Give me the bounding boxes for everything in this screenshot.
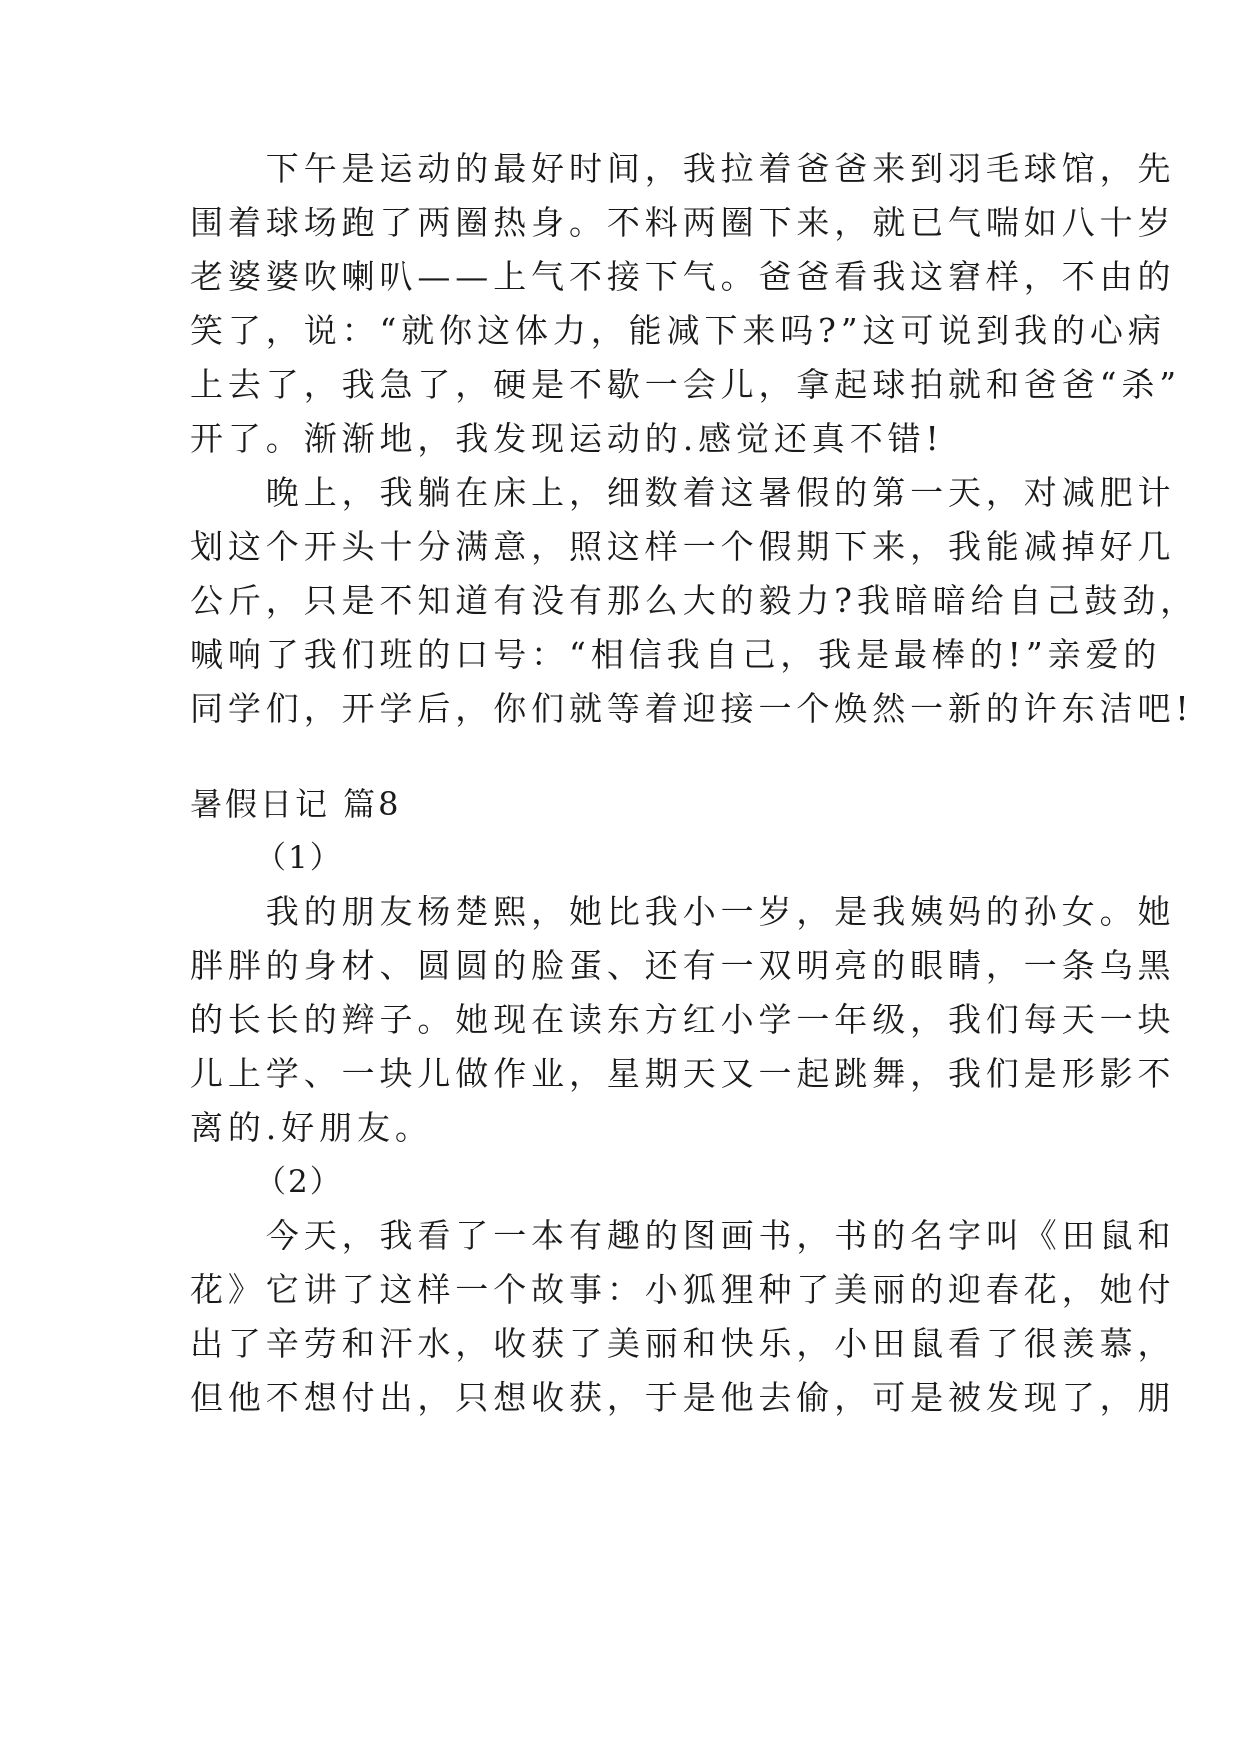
- text-line: 划这个开头十分满意，照这样一个假期下来，我能减掉好几: [190, 527, 1176, 566]
- section-marker: （2）: [255, 1164, 343, 1200]
- section-marker: （1）: [255, 840, 343, 876]
- text-line: 老婆婆吹喇叭——上气不接下气。爸爸看我这窘样，不由的: [190, 257, 1176, 296]
- text-line: 但他不想付出，只想收获，于是他去偷，可是被发现了，朋: [190, 1378, 1176, 1417]
- text-line: 出了辛劳和汗水，收获了美丽和快乐，小田鼠看了很羡慕，: [190, 1324, 1176, 1363]
- text-line: 的长长的辫子。她现在读东方红小学一年级，我们每天一块: [190, 1000, 1176, 1039]
- text-line: 围着球场跑了两圈热身。不料两圈下来，就已气喘如八十岁: [190, 203, 1176, 242]
- text-line: 笑了，说：“就你这体力，能减下来吗?”这可说到我的心病: [190, 311, 1166, 350]
- text-line: 下午是运动的最好时间，我拉着爸爸来到羽毛球馆，先: [190, 149, 1176, 188]
- text-line: 我的朋友杨楚熙，她比我小一岁，是我姨妈的孙女。她: [190, 892, 1176, 931]
- text-line: 离的.好朋友。: [190, 1108, 433, 1147]
- text-line: 儿上学、一块儿做作业，星期天又一起跳舞，我们是形影不: [190, 1054, 1176, 1093]
- section-heading: 暑假日记 篇8: [190, 785, 402, 823]
- text-line: 胖胖的身材、圆圆的脸蛋、还有一双明亮的眼睛，一条乌黑: [190, 946, 1176, 985]
- text-line: 晚上，我躺在床上，细数着这暑假的第一天，对减肥计: [190, 473, 1176, 512]
- text-line: 喊响了我们班的口号：“相信我自己，我是最棒的!”亲爱的: [190, 635, 1162, 674]
- text-line: 今天，我看了一本有趣的图画书，书的名字叫《田鼠和: [190, 1216, 1176, 1255]
- text-line: 同学们，开学后，你们就等着迎接一个焕然一新的许东洁吧!: [190, 689, 1194, 728]
- text-line: 花》它讲了这样一个故事：小狐狸种了美丽的迎春花，她付: [190, 1270, 1176, 1309]
- text-line: 公斤，只是不知道有没有那么大的毅力?我暗暗给自己鼓劲，: [190, 581, 1198, 620]
- text-line: 上去了，我急了，硬是不歇一会儿，拿起球拍就和爸爸“杀”: [190, 365, 1182, 404]
- text-line: 开了。渐渐地，我发现运动的.感觉还真不错!: [190, 419, 944, 458]
